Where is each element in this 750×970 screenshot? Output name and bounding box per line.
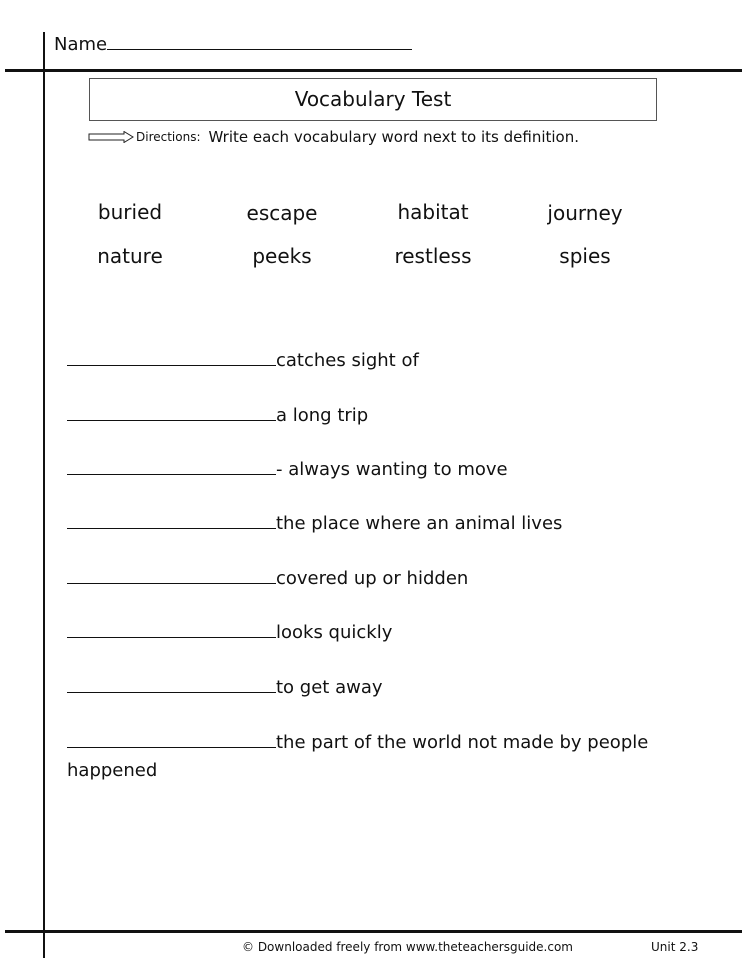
answer-blank[interactable] [67,680,276,693]
footer-unit: Unit 2.3 [651,940,699,954]
word-bank-item: peeks [252,244,312,268]
footer-credit: © Downloaded freely from www.theteachersguide.com [242,940,573,954]
name-field[interactable] [54,33,412,55]
arrow-right-icon [88,131,134,143]
answer-blank[interactable] [67,516,276,529]
definition-row [67,513,562,534]
word-bank-item: escape [246,201,318,225]
definition-text: the place where an animal lives [276,513,563,534]
word-bank-item: spies [559,244,611,268]
definition-row [67,677,383,698]
answer-blank[interactable] [67,408,276,421]
word-bank-item: restless [394,244,472,268]
answer-blank[interactable] [67,735,276,748]
header-divider [5,69,742,72]
margin-line [43,32,45,958]
definition-row [67,459,508,480]
definition-text: catches sight of [276,350,419,371]
word-bank-item: habitat [397,200,469,224]
definition-row [67,405,368,426]
definition-row [67,732,648,753]
word-bank-item: nature [97,244,163,268]
footer-divider [5,930,742,933]
definition-text: covered up or hidden [276,568,469,589]
extra-text: happened [67,760,158,781]
definition-text: a long trip [276,405,369,426]
word-bank-item: buried [97,200,163,224]
name-blank[interactable] [107,33,412,50]
definition-text: looks quickly [276,622,393,643]
directions-label: Directions: [136,130,201,144]
definition-row [67,568,468,589]
answer-blank[interactable] [67,571,276,584]
answer-blank[interactable] [67,625,276,638]
definition-text: - always wanting to move [276,459,508,480]
directions-text: Write each vocabulary word next to its definition. [208,128,579,146]
definition-row [67,622,392,643]
definition-text: to get away [276,677,383,698]
definition-text: the part of the world not made by people [276,732,649,753]
answer-blank[interactable] [67,353,276,366]
page-title: Vocabulary Test [89,78,657,121]
definition-row [67,350,419,371]
word-bank-item: journey [547,201,623,225]
name-label: Name [54,34,108,55]
directions [88,128,579,146]
answer-blank[interactable] [67,462,276,475]
